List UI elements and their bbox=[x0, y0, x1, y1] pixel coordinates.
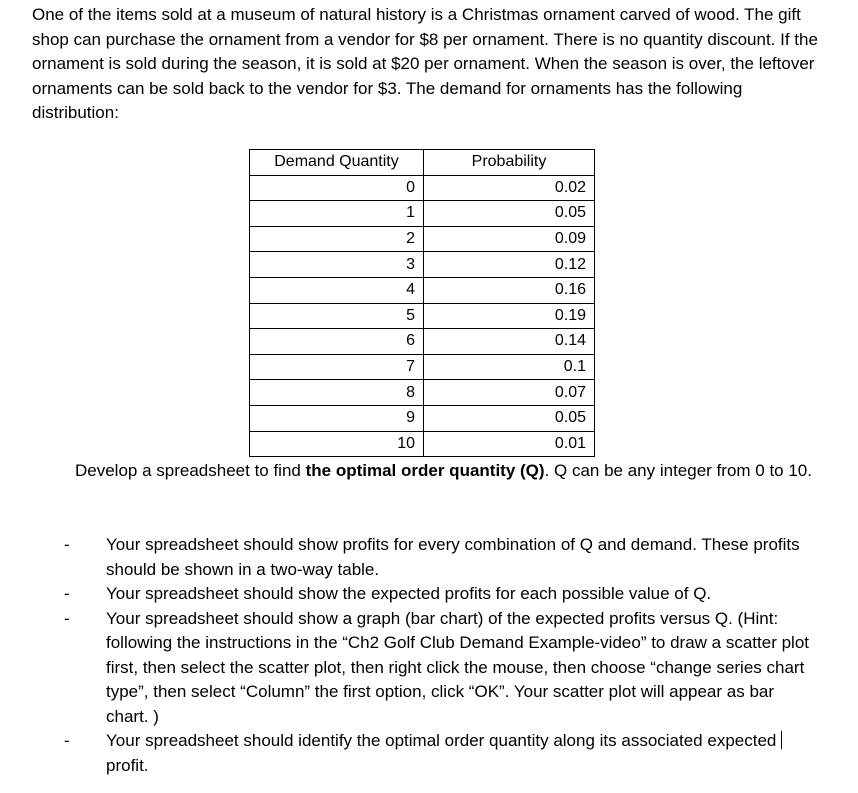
probability-cell: 0.12 bbox=[424, 252, 595, 278]
probability-cell: 0.05 bbox=[424, 201, 595, 227]
table-row bbox=[250, 380, 595, 406]
dash-bullet: - bbox=[64, 584, 70, 603]
probability-cell: 0.01 bbox=[424, 431, 595, 457]
list-item bbox=[64, 729, 814, 778]
demand-quantity-cell: 10 bbox=[250, 431, 424, 457]
table-row bbox=[250, 431, 595, 457]
requirements-list bbox=[64, 533, 814, 778]
text-cursor bbox=[781, 731, 782, 749]
demand-quantity-cell: 0 bbox=[250, 175, 424, 201]
demand-quantity-cell: 3 bbox=[250, 252, 424, 278]
table-row bbox=[250, 303, 595, 329]
probability-cell: 0.19 bbox=[424, 303, 595, 329]
demand-quantity-cell: 5 bbox=[250, 303, 424, 329]
requirement-text: Your spreadsheet should show a graph (bar chart) of the expected profits versus Q. (Hint: following the instructions in the “Ch2 Golf Club Demand Example-video” to draw a scatter plot first, then select the scatter plot, then right click the mouse, then choose “change series chart type”, then select “Column” the first option, click “OK”. Your scatter plot will appear as bar chart. ) bbox=[106, 608, 810, 726]
dash-bullet: - bbox=[64, 535, 70, 554]
probability-cell: 0.14 bbox=[424, 329, 595, 355]
table-row bbox=[250, 354, 595, 380]
demand-quantity-cell: 7 bbox=[250, 354, 424, 380]
probability-cell: 0.07 bbox=[424, 380, 595, 406]
task-paragraph bbox=[75, 459, 815, 484]
table-row bbox=[250, 175, 595, 201]
dash-bullet: - bbox=[64, 731, 70, 750]
requirement-text: Your spreadsheet should show the expected profits for each possible value of Q. bbox=[106, 584, 712, 603]
probability-cell: 0.05 bbox=[424, 405, 595, 431]
demand-quantity-cell: 8 bbox=[250, 380, 424, 406]
list-item bbox=[64, 607, 814, 730]
demand-quantity-cell: 4 bbox=[250, 277, 424, 303]
demand-quantity-cell: 9 bbox=[250, 405, 424, 431]
table-row bbox=[250, 252, 595, 278]
task-suffix: . Q can be any integer from 0 to 10. bbox=[544, 461, 812, 480]
probability-cell: 0.1 bbox=[424, 354, 595, 380]
task-prefix: Develop a spreadsheet to find bbox=[75, 461, 306, 480]
table-header-row bbox=[250, 150, 595, 176]
dash-bullet: - bbox=[64, 608, 70, 628]
table-row bbox=[250, 201, 595, 227]
table-row bbox=[250, 405, 595, 431]
probability-cell: 0.09 bbox=[424, 226, 595, 252]
demand-quantity-header: Demand Quantity bbox=[250, 150, 424, 176]
probability-cell: 0.16 bbox=[424, 277, 595, 303]
table-row bbox=[250, 329, 595, 355]
intro-paragraph: One of the items sold at a museum of natural history is a Christmas ornament carved of wood. The gift shop can purchase the ornament from a vendor for $8 per ornament. There is no quantity discount. If the ornament is sold during the season, it is sold at $20 per ornament. When the season is over, the leftover ornaments can be sold back to the vendor for $3. The demand for ornaments has the following distribution: bbox=[32, 5, 818, 122]
demand-quantity-cell: 6 bbox=[250, 329, 424, 355]
requirement-text: Your spreadsheet should show profits for every combination of Q and demand. These profits should be shown in a two-way table. bbox=[106, 535, 800, 579]
list-item bbox=[64, 533, 814, 582]
table-body bbox=[250, 175, 595, 457]
demand-quantity-cell: 2 bbox=[250, 226, 424, 252]
probability-header: Probability bbox=[424, 150, 595, 176]
probability-cell: 0.02 bbox=[424, 175, 595, 201]
table-row bbox=[250, 277, 595, 303]
list-item bbox=[64, 582, 814, 607]
demand-quantity-cell: 1 bbox=[250, 201, 424, 227]
requirement-text-before-cursor: Your spreadsheet should identify the optimal order quantity along its associated expected bbox=[106, 731, 782, 750]
requirement-text-after-cursor: profit. bbox=[106, 755, 149, 775]
task-bold-phrase: the optimal order quantity (Q) bbox=[305, 461, 545, 480]
table-row bbox=[250, 226, 595, 252]
demand-distribution-table bbox=[249, 149, 595, 457]
